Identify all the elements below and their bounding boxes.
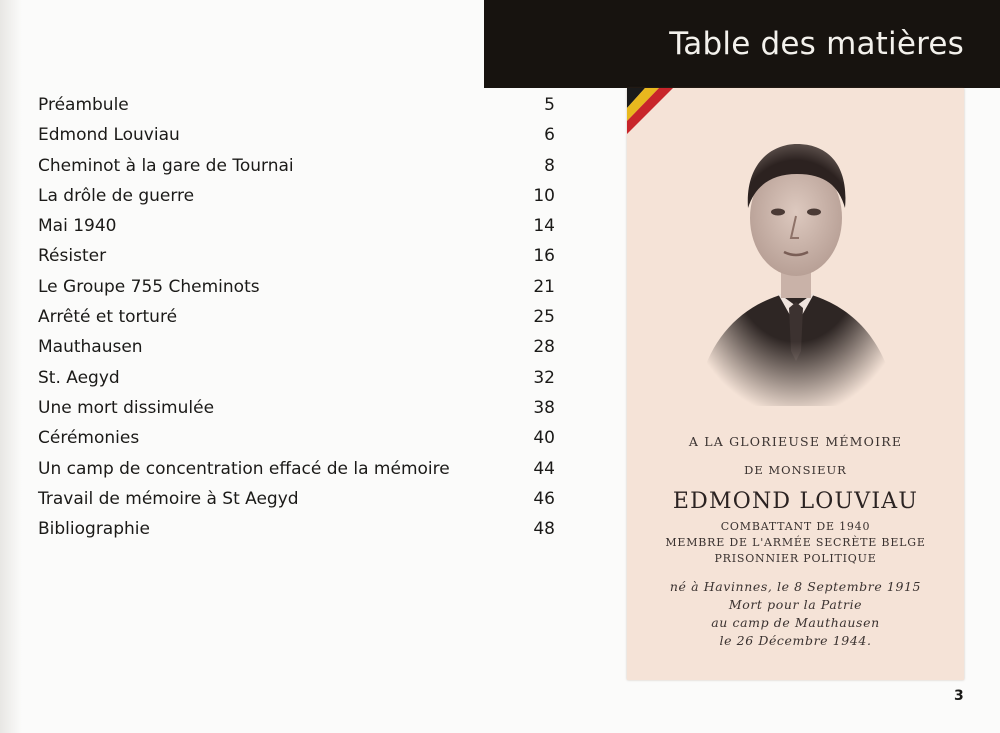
- memorial-line: COMBATTANT DE 1940: [720, 520, 871, 533]
- toc-item-label: Arrêté et torturé: [38, 307, 178, 328]
- toc-item-page: 6: [544, 125, 555, 146]
- toc-item-page: 40: [533, 428, 555, 449]
- memorial-line: PRISONNIER POLITIQUE: [714, 552, 877, 565]
- toc-item-page: 10: [533, 185, 555, 206]
- toc-item-label: Cérémonies: [38, 428, 140, 449]
- memorial-italic-line: Mort pour la Patrie: [728, 597, 863, 612]
- toc-item-page: 44: [533, 458, 555, 479]
- toc-item-label: Une mort dissimulée: [38, 397, 215, 418]
- belgian-flag-ribbon: [627, 88, 687, 138]
- toc-item-page: 16: [533, 246, 555, 267]
- toc-item-label: Edmond Louviau: [38, 125, 180, 146]
- toc-item-label: Le Groupe 755 Cheminots: [38, 276, 260, 297]
- toc-item[interactable]: [38, 151, 568, 181]
- toc-item-label: Mauthausen: [38, 337, 143, 358]
- memorial-card: [627, 88, 964, 680]
- toc-item-label: Cheminot à la gare de Tournai: [38, 155, 294, 176]
- toc-item[interactable]: [38, 332, 568, 362]
- memorial-line: MEMBRE DE L'ARMÉE SECRÈTE BELGE: [665, 536, 926, 549]
- toc-item-label: Résister: [38, 246, 107, 267]
- toc-item-page: 32: [533, 367, 555, 388]
- toc-item-label: Travail de mémoire à St Aegyd: [38, 488, 299, 509]
- toc-item[interactable]: [38, 211, 568, 241]
- toc-item-label: Un camp de concentration effacé de la mémoire: [38, 458, 450, 479]
- toc-item-label: Préambule: [38, 95, 129, 115]
- toc-item-page: 8: [544, 155, 555, 176]
- memorial-card-text: [627, 434, 964, 648]
- header-band: [484, 0, 1000, 88]
- toc-item[interactable]: [38, 423, 568, 453]
- toc-item-page: 5: [544, 95, 555, 115]
- portrait-photo: [685, 116, 907, 416]
- toc-item-page: 28: [533, 337, 555, 358]
- page-title: Table des matières: [669, 26, 964, 62]
- memorial-italic-line: né à Havinnes, le 8 Septembre 1915: [669, 579, 922, 594]
- toc-item-page: 21: [533, 276, 555, 297]
- toc-item[interactable]: [38, 363, 568, 393]
- toc-item-page: 48: [533, 519, 555, 540]
- toc-item[interactable]: [38, 272, 568, 302]
- memorial-line: A LA GLORIEUSE MÉMOIRE: [688, 434, 903, 449]
- memorial-italic-line: le 26 Décembre 1944.: [719, 633, 872, 648]
- toc-item[interactable]: [38, 241, 568, 271]
- toc-item[interactable]: [38, 514, 568, 544]
- page-gutter-shadow: [0, 0, 22, 733]
- toc-item[interactable]: [38, 454, 568, 484]
- toc-item-page: 25: [533, 307, 555, 328]
- memorial-line: DE MONSIEUR: [744, 463, 847, 477]
- memorial-italic-line: au camp de Mauthausen: [711, 615, 880, 630]
- table-of-contents: [38, 90, 568, 544]
- toc-item-page: 46: [533, 488, 555, 509]
- toc-item-label: St. Aegyd: [38, 367, 120, 388]
- toc-item[interactable]: [38, 302, 568, 332]
- page-number: 3: [954, 688, 964, 704]
- toc-item[interactable]: [38, 484, 568, 514]
- toc-item-label: Bibliographie: [38, 519, 150, 540]
- memorial-name: EDMOND LOUVIAU: [672, 489, 919, 514]
- toc-item-page: 14: [533, 216, 555, 237]
- toc-item[interactable]: [38, 393, 568, 423]
- toc-item[interactable]: [38, 90, 568, 120]
- toc-item[interactable]: [38, 181, 568, 211]
- toc-item-page: 38: [533, 397, 555, 418]
- toc-item-label: Mai 1940: [38, 216, 117, 237]
- toc-item-label: La drôle de guerre: [38, 185, 195, 206]
- toc-item[interactable]: [38, 120, 568, 150]
